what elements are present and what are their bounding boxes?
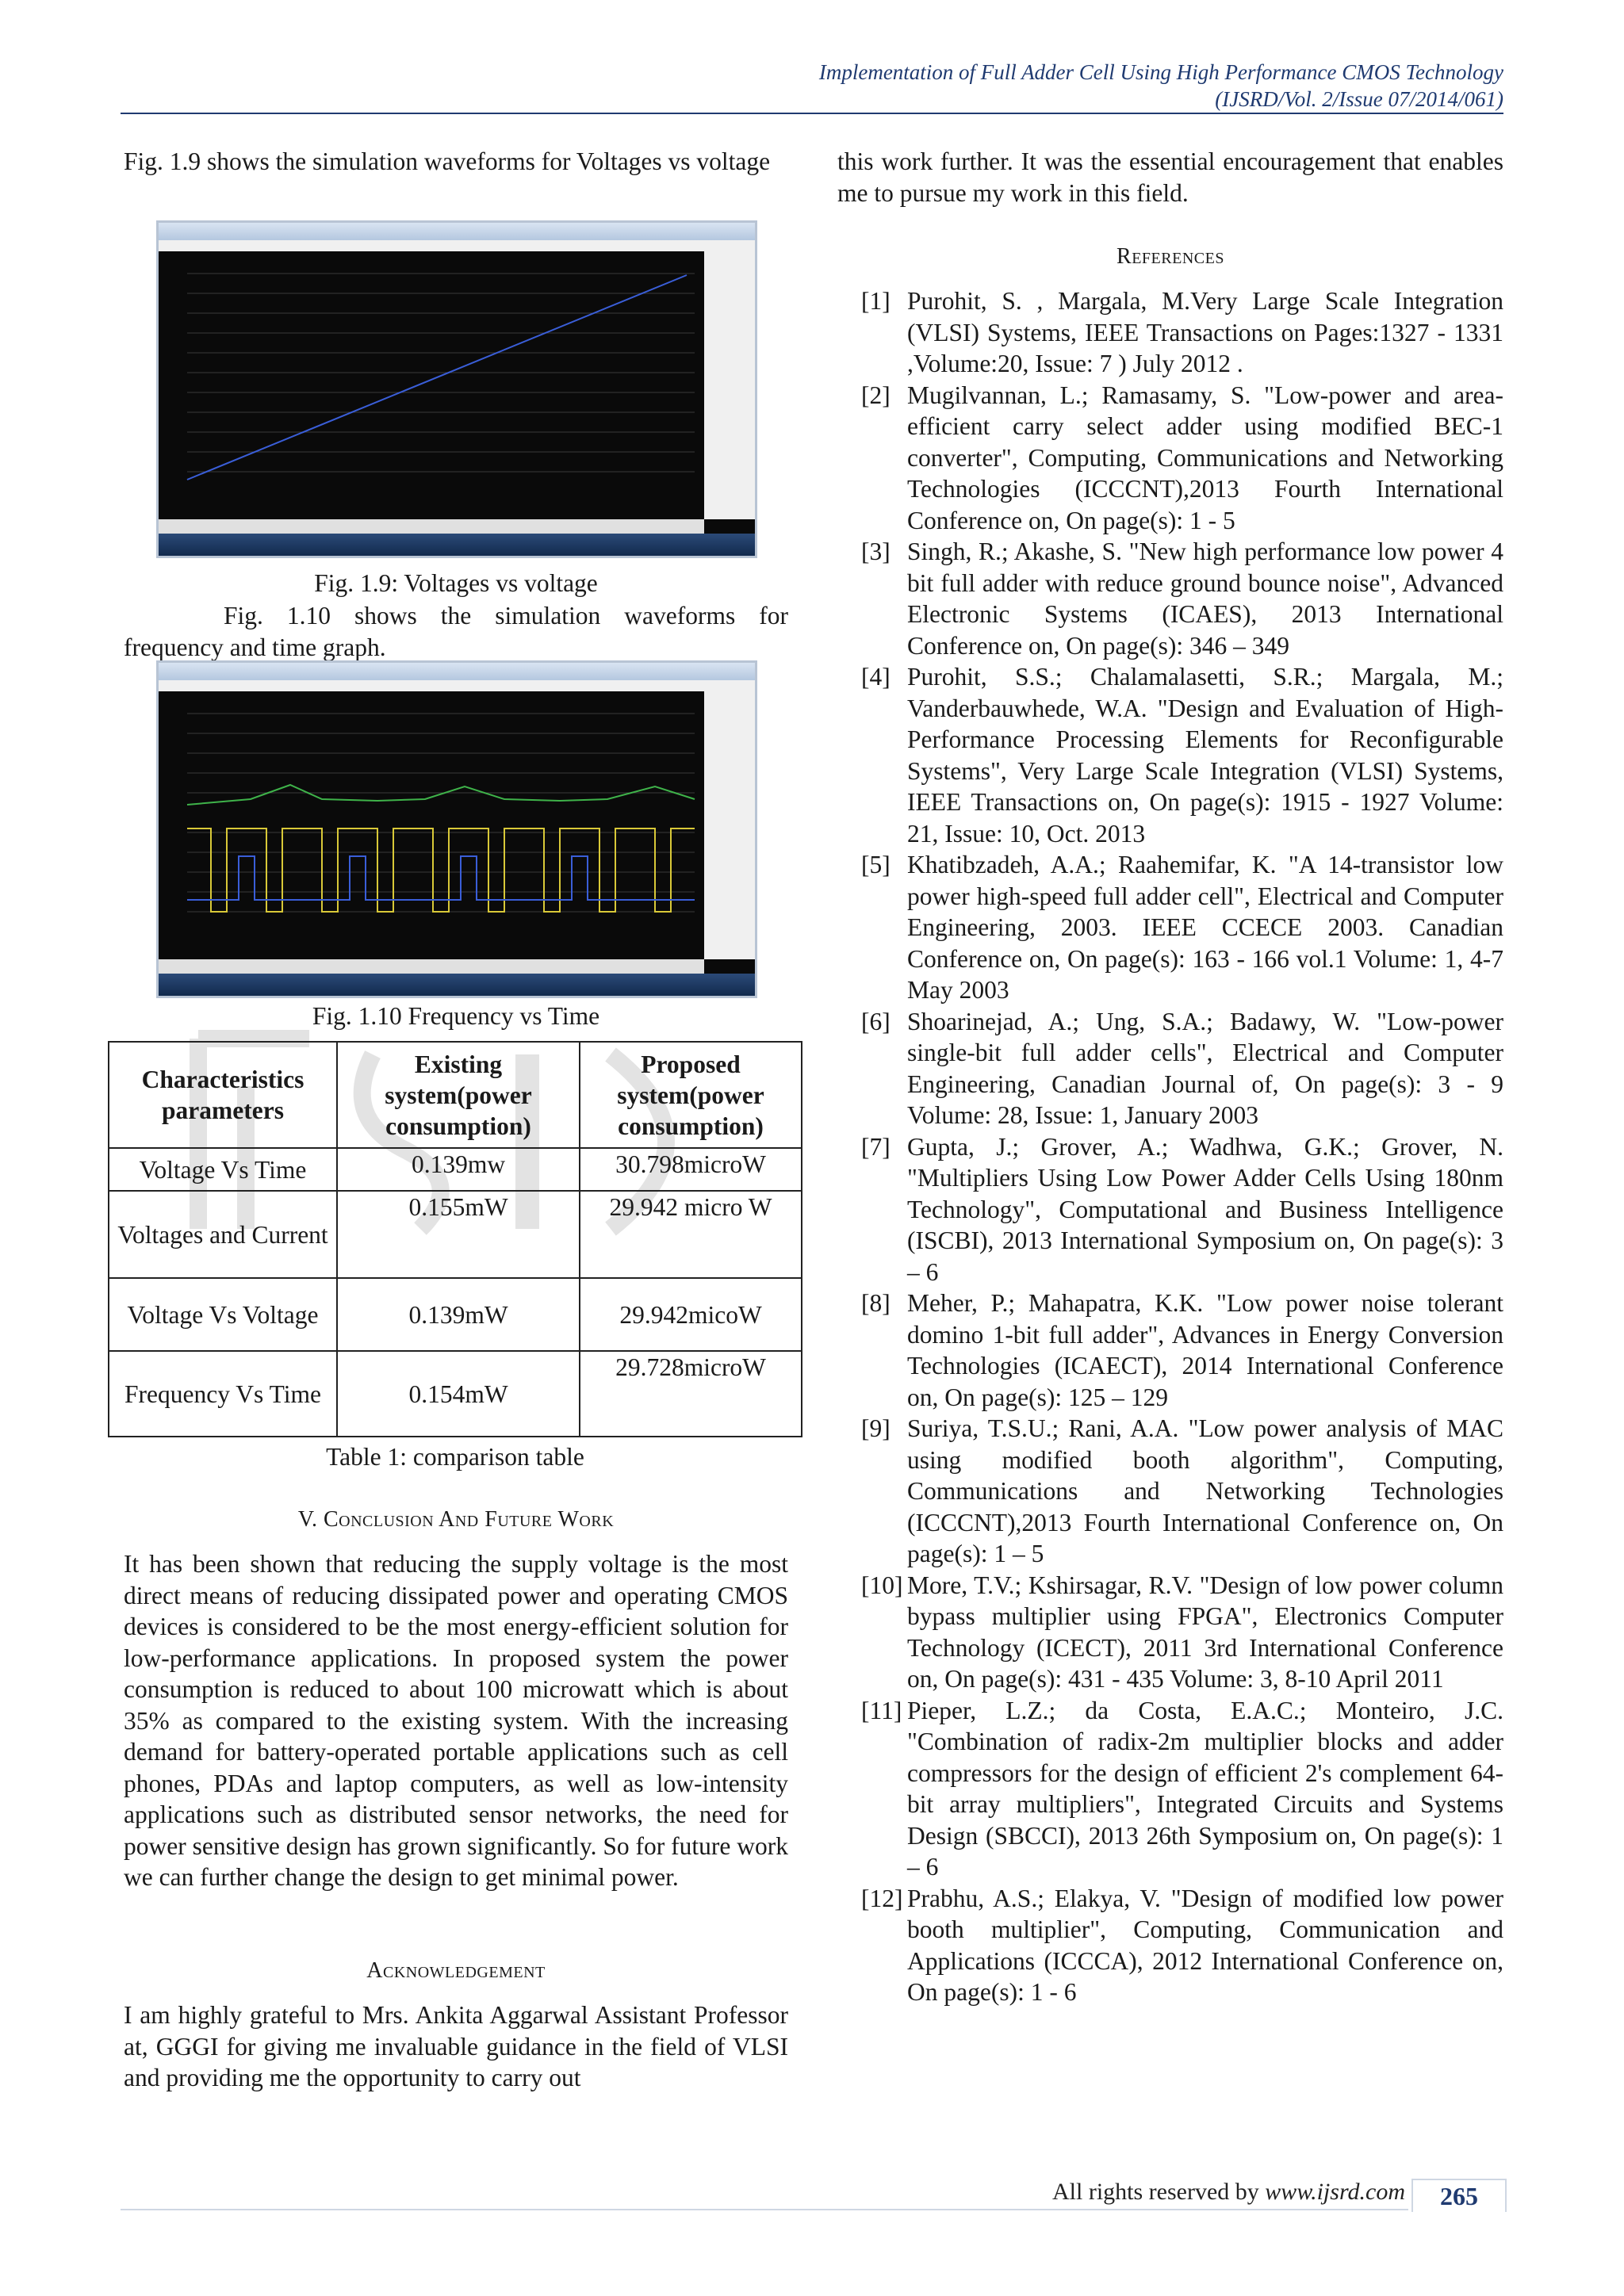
comparison-table xyxy=(108,1041,802,1437)
reference-text: Pieper, L.Z.; da Costa, E.A.C.; Monteiro, J.C. "Combination of radix-2m multiplier blocks and adder compressors for the design of efficient 2's complement 64-bit array multipliers", Integrated Circuits and Systems Design (SBCCI), 2013 26th Symposium on, On page(s): 1 – 6 xyxy=(907,1696,1503,1881)
reference-item xyxy=(861,1006,1503,1131)
reference-item xyxy=(861,285,1503,380)
table-row xyxy=(109,1191,802,1278)
reference-text: Gupta, J.; Grover, A.; Wadhwa, G.K.; Grover, N. "Multipliers Using Low Power Adder Cells Using 180nm Technology", Computational and Business Intelligence (ISCBI), 2013 International Symposium on, On page(s): 3 – 6 xyxy=(907,1132,1503,1286)
reference-item xyxy=(861,1695,1503,1883)
reference-text: More, T.V.; Kshirsagar, R.V. "Design of low power column bypass multiplier using FPGA", Electronics Computer Technology (ICECT), 2011 3rd International Conference on, On page(s): 431 - 435 Volume: 3, 8-10 April 2011 xyxy=(907,1571,1503,1693)
window-side-panel xyxy=(704,251,755,519)
acknowledgement-heading: Acknowledgement xyxy=(366,1958,546,1983)
table-cell: 0.139mw xyxy=(337,1148,580,1191)
conclusion-text: It has been shown that reducing the supply voltage is the most direct means of reducing dissipated power and operating CMOS devices is considered to be the most energy-efficient solution for low-performance applications. In proposed system the power consumption is reduced to about 100 microwatt which is about 35% as compared to the existing system. With the increasing demand for battery-operated portable applications such as cell phones, PDAs and laptop computers, as well as low-intensity applications such as distributed sensor networks, the need for power sensitive design has grown significantly. So for future work we can further change the design to get minimal power. xyxy=(124,1550,788,1891)
conclusion-heading: V. Conclusion And Future Work xyxy=(297,1507,615,1532)
reference-number: [4] xyxy=(861,663,891,691)
fig110-caption: Fig. 1.10 Frequency vs Time xyxy=(312,1002,600,1030)
acknowledgement-continued: this work further. It was the essential encouragement that enables me to pursue my work in this field. xyxy=(837,147,1503,207)
frequency-time-plot xyxy=(163,698,703,936)
reference-text: Mugilvannan, L.; Ramasamy, S. "Low-power and area-efficient carry select adder using modified BEC-1 converter", Computing, Communications and Networking Technologies (ICCCNT),2013 Fourth International Conference on, On page(s): 1 - 5 xyxy=(907,381,1503,534)
table-cell: 29.942 micro W xyxy=(580,1191,802,1278)
table-cell: 0.155mW xyxy=(337,1191,580,1278)
table-caption: Table 1: comparison table xyxy=(326,1443,584,1471)
reference-text: Prabhu, A.S.; Elakya, V. "Design of modified low power booth multiplier", Computing, Communication and Applications (ICCCA), 2012 International Conference on, On page(s): 1 - 6 xyxy=(907,1884,1503,2006)
window-taskbar xyxy=(159,534,755,556)
footer-site-link[interactable]: www.ijsrd.com xyxy=(1265,2179,1405,2205)
reference-text: Purohit, S.S.; Chalamalasetti, S.R.; Margala, M.; Vanderbauwhede, W.A. "Design and Evaluation of High-Performance Processing Elements for Reconfigurable Systems", Very Large Scale Integration (VLSI) Systems, IEEE Transactions on, On page(s): 1915 - 1927 Volume: 21, Issue: 10, Oct. 2013 xyxy=(907,663,1503,848)
table-cell: 0.154mW xyxy=(337,1351,580,1437)
table-cell: 30.798microW xyxy=(580,1148,802,1191)
window-titlebar xyxy=(159,663,755,680)
table-header-cell: Existing system(power consumption) xyxy=(337,1042,580,1148)
reference-number: [9] xyxy=(861,1414,891,1442)
reference-item xyxy=(861,1570,1503,1695)
reference-number: [12] xyxy=(861,1884,903,1912)
fig110-intro: Fig. 1.10 shows the simulation waveforms for frequency and time graph. xyxy=(124,602,788,661)
table-cell: 29.728microW xyxy=(580,1351,802,1437)
window-tabs xyxy=(159,519,704,534)
table-row xyxy=(109,1278,802,1351)
reference-item xyxy=(861,1131,1503,1288)
reference-number: [2] xyxy=(861,381,891,409)
table-cell: 0.139mW xyxy=(337,1278,580,1351)
reference-item xyxy=(861,661,1503,849)
table-row xyxy=(109,1148,802,1191)
fig19-caption: Fig. 1.9: Voltages vs voltage xyxy=(314,569,598,597)
window-taskbar xyxy=(159,974,755,996)
reference-item xyxy=(861,1413,1503,1570)
reference-number: [11] xyxy=(861,1696,902,1724)
table-header-cell: Proposed system(power consumption) xyxy=(580,1042,802,1148)
fig19-intro: Fig. 1.9 shows the simulation waveforms for Voltages vs voltage xyxy=(124,147,771,175)
reference-item xyxy=(861,1288,1503,1413)
reference-text: Singh, R.; Akashe, S. "New high performance low power 4 bit full adder with reduce ground bounce noise", Advanced Electronic Systems (ICAES), 2013 International Conference on, On page(s): 346 – 349 xyxy=(907,538,1503,660)
table-cell: Voltage Vs Voltage xyxy=(109,1278,337,1351)
header-title: Implementation of Full Adder Cell Using High Performance CMOS Technology xyxy=(818,60,1503,84)
reference-item xyxy=(861,380,1503,537)
references-heading: References xyxy=(1116,244,1224,269)
page-number: 265 xyxy=(1411,2179,1507,2212)
reference-text: Meher, P.; Mahapatra, K.K. "Low power noise tolerant domino 1-bit full adder", Advances in Energy Conversion Technologies (ICAECT), 2014 International Conference on, On page(s): 125 – 129 xyxy=(907,1289,1503,1411)
figure-1-10-screenshot xyxy=(156,660,757,998)
reference-text: Suriya, T.S.U.; Rani, A.A. "Low power analysis of MAC using modified booth algorithm", Computing, Communications and Networking Technologies (ICCCNT),2013 Fourth International Conference on, On page(s): 1 – 5 xyxy=(907,1414,1503,1567)
reference-text: Shoarinejad, A.; Ung, S.A.; Badawy, W. "Low-power single-bit full adder cells", Electrical and Computer Engineering, Canadian Journal of, On page(s): 3 - 9 Volume: 28, Issue: 1, January 2003 xyxy=(907,1007,1503,1129)
voltage-plot xyxy=(163,258,703,496)
references-list xyxy=(861,285,1503,2008)
acknowledgement-text: I am highly grateful to Mrs. Ankita Aggarwal Assistant Professor at, GGGI for giving me invaluable guidance in the field of VLSI and providing me the opportunity to carry out xyxy=(124,2001,788,2091)
reference-number: [8] xyxy=(861,1289,891,1317)
window-tabs xyxy=(159,959,704,974)
table-header-row xyxy=(109,1042,802,1148)
header-issue: (IJSRD/Vol. 2/Issue 07/2014/061) xyxy=(1215,87,1503,111)
table-row xyxy=(109,1351,802,1437)
window-side-panel xyxy=(704,691,755,959)
reference-item xyxy=(861,536,1503,661)
reference-number: [10] xyxy=(861,1571,903,1599)
window-menubar xyxy=(159,240,755,251)
running-header xyxy=(819,59,1503,113)
table-cell: 29.942micoW xyxy=(580,1278,802,1351)
reference-number: [6] xyxy=(861,1007,891,1035)
reference-text: Khatibzadeh, A.A.; Raahemifar, K. "A 14-transistor low power high-speed full adder cell", Electrical and Computer Engineering, 2003. IEEE CCECE 2003. Canadian Conference on, On page(s): 163 - 166 vol.1 Volume: 1, 4-7 May 2003 xyxy=(907,851,1503,1004)
reference-number: [5] xyxy=(861,851,891,878)
reference-text: Purohit, S. , Margala, M.Very Large Scale Integration (VLSI) Systems, IEEE Transactions on Pages:1327 - 1331 ,Volume:20, Issue: 7 ) July 2012 . xyxy=(907,287,1503,377)
table-cell: Frequency Vs Time xyxy=(109,1351,337,1437)
reference-number: [1] xyxy=(861,287,891,315)
footer-rights xyxy=(1031,2179,1405,2206)
reference-number: [3] xyxy=(861,538,891,565)
window-titlebar xyxy=(159,223,755,240)
reference-number: [7] xyxy=(861,1132,891,1161)
table-cell: Voltages and Current xyxy=(109,1191,337,1278)
reference-item xyxy=(861,1883,1503,2008)
footer-rights-prefix: All rights reserved by xyxy=(1052,2179,1266,2205)
reference-item xyxy=(861,849,1503,1006)
figure-1-9-screenshot xyxy=(156,220,757,558)
table-cell: Voltage Vs Time xyxy=(109,1148,337,1191)
table-header-cell: Characteristics parameters xyxy=(109,1042,337,1148)
header-rule xyxy=(121,113,1503,114)
window-menubar xyxy=(159,680,755,691)
footer-rule xyxy=(121,2209,1408,2210)
